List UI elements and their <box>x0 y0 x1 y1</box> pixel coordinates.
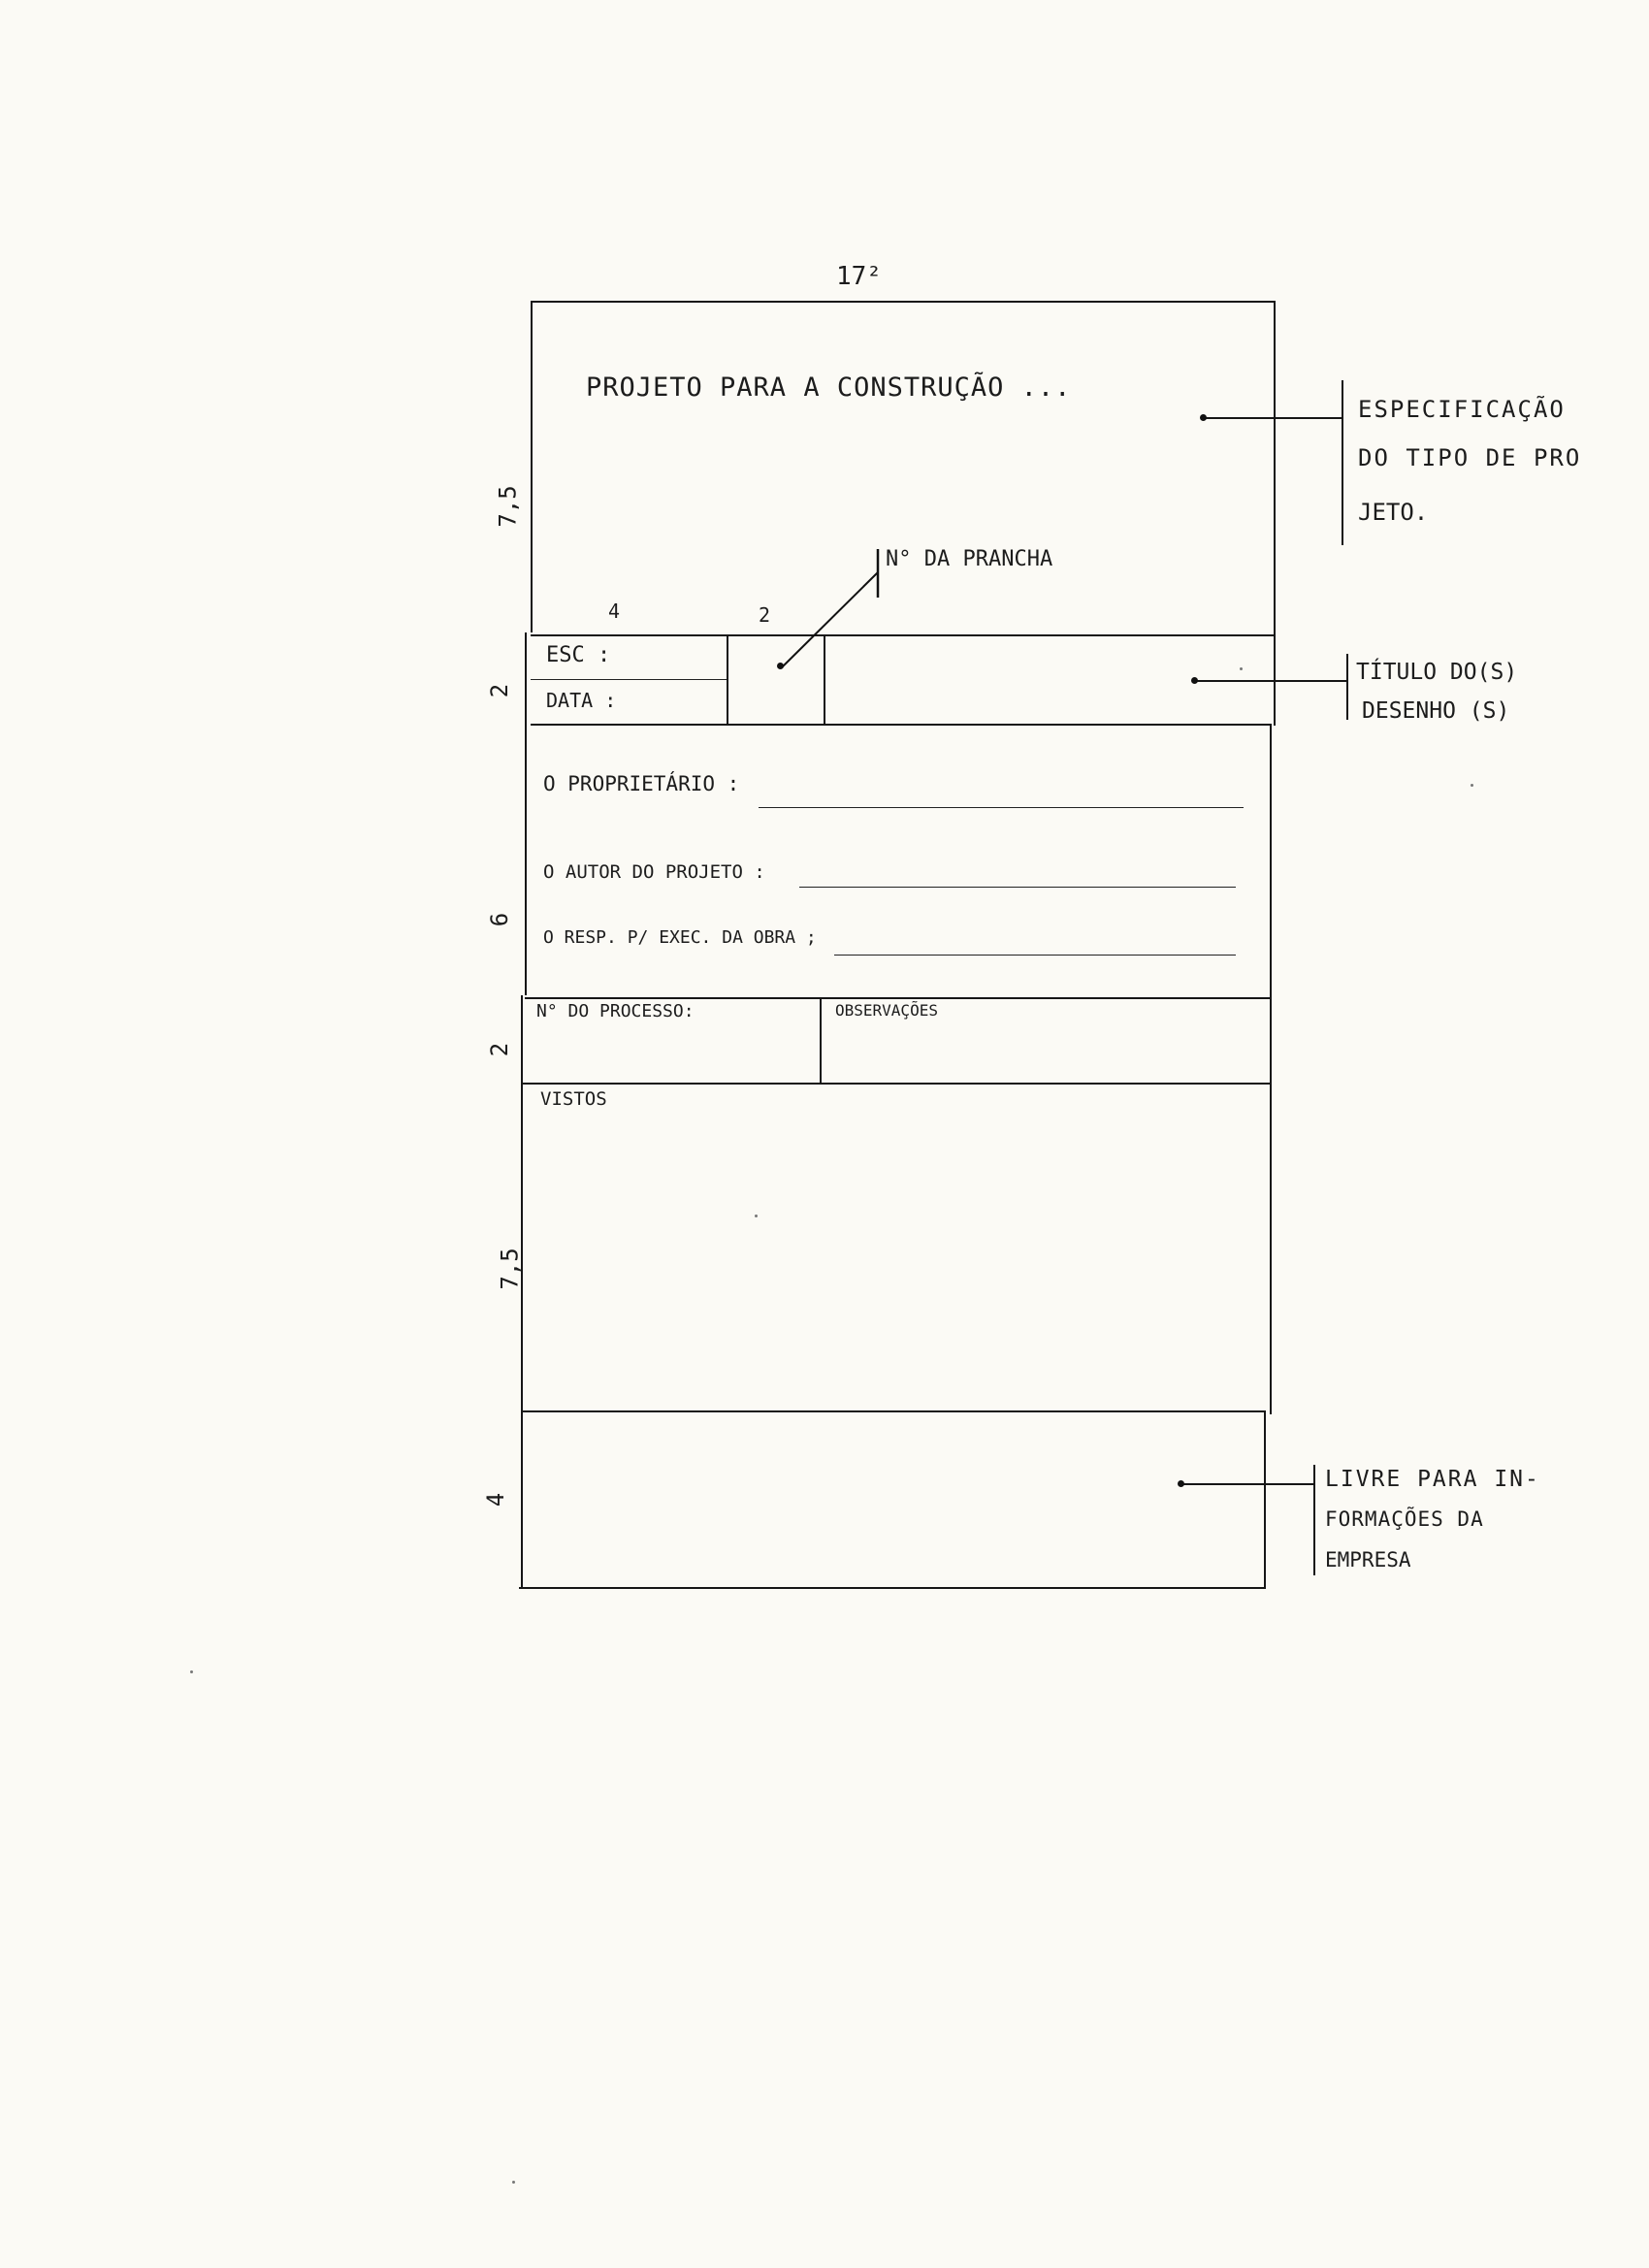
dimension-label: 7,5 <box>494 485 522 528</box>
data-label: DATA : <box>546 689 617 712</box>
proprietario-label: O PROPRIETÁRIO : <box>543 772 740 795</box>
prancha-annotation: N° DA PRANCHA <box>886 547 1053 571</box>
dimension-label: 6 <box>486 912 514 927</box>
paper-speck <box>1471 784 1473 787</box>
column-mark-4: 4 <box>608 599 621 623</box>
paper-speck <box>512 2181 515 2184</box>
resp-label: O RESP. P/ EXEC. DA OBRA ; <box>543 927 817 948</box>
prancha-dot <box>777 663 784 669</box>
paper-speck <box>1240 667 1243 670</box>
dimension-label: 2 <box>486 1042 514 1057</box>
dimension-label: 7,5 <box>496 1247 524 1290</box>
esc-label: ESC : <box>546 643 611 667</box>
dimension-label: 4 <box>482 1492 510 1507</box>
dimension-label: 2 <box>486 683 514 698</box>
column-mark-2: 2 <box>759 603 771 627</box>
header-title: PROJETO PARA A CONSTRUÇÃO ... <box>586 373 1072 403</box>
width-label: 17² <box>836 262 882 291</box>
observacoes-label: OBSERVAÇÕES <box>835 1001 938 1020</box>
paper-speck <box>755 1215 758 1217</box>
paper-speck <box>190 1670 193 1673</box>
livre-dot <box>1178 1480 1184 1487</box>
vistos-label: VISTOS <box>540 1088 607 1110</box>
especificacao-dot <box>1200 414 1207 421</box>
processo-label: N° DO PROCESSO: <box>536 1001 695 1021</box>
titulo-dot <box>1191 677 1198 684</box>
autor-label: O AUTOR DO PROJETO : <box>543 861 765 883</box>
